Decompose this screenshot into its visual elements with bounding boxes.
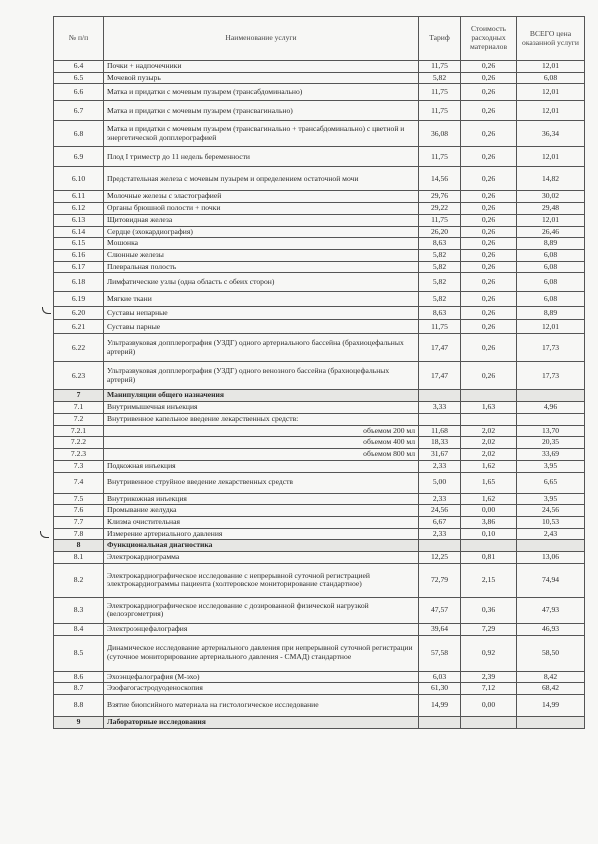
table-row	[54, 307, 585, 320]
row-materials-cost: 2,02	[461, 425, 517, 437]
row-tariff: 11,75	[419, 147, 461, 167]
row-service-name: Подкожная инъекция	[104, 460, 419, 472]
table-row	[54, 320, 585, 334]
row-number: 8.1	[54, 552, 104, 564]
row-materials-cost: 1,65	[461, 472, 517, 493]
row-total-price: 12,01	[517, 320, 585, 334]
table-row	[54, 683, 585, 695]
row-materials-cost: 0,26	[461, 191, 517, 203]
row-tariff: 5,82	[419, 261, 461, 273]
header-total-price: ВСЕГО цена оказанной услуги	[517, 17, 585, 61]
row-total-price: 29,48	[517, 203, 585, 215]
row-tariff: 2,33	[419, 528, 461, 540]
row-total-price: 8,89	[517, 307, 585, 320]
row-number: 6.15	[54, 238, 104, 250]
row-tariff: 5,00	[419, 472, 461, 493]
pen-mark	[40, 531, 49, 538]
row-total-price: 14,99	[517, 694, 585, 716]
table-row	[54, 402, 585, 414]
row-tariff: 11,75	[419, 61, 461, 73]
row-service-name: Мошонка	[104, 238, 419, 250]
row-total-price: 3,95	[517, 460, 585, 472]
row-tariff: 18,33	[419, 437, 461, 449]
row-service-name: Клизма очистительная	[104, 516, 419, 528]
row-number: 6.21	[54, 320, 104, 334]
row-number: 7.5	[54, 493, 104, 505]
row-materials-cost: 0,26	[461, 121, 517, 147]
table-row	[54, 72, 585, 84]
row-tariff: 11,68	[419, 425, 461, 437]
row-service-name: Лимфатические узлы (одна область с обеих сторон)	[104, 273, 419, 292]
row-number: 7.2.3	[54, 449, 104, 461]
table-row	[54, 460, 585, 472]
row-number: 7.8	[54, 528, 104, 540]
row-tariff: 5,82	[419, 250, 461, 262]
row-total-price: 2,43	[517, 528, 585, 540]
row-service-name: Электрокардиограмма	[104, 552, 419, 564]
table-row	[54, 334, 585, 362]
row-materials-cost: 0,26	[461, 261, 517, 273]
row-number: 8.2	[54, 563, 104, 597]
row-total-price: 13,70	[517, 425, 585, 437]
row-number: 6.7	[54, 101, 104, 121]
row-total-price: 47,93	[517, 597, 585, 623]
row-number: 6.5	[54, 72, 104, 84]
row-total-price: 12,01	[517, 84, 585, 101]
row-number: 7.2.2	[54, 437, 104, 449]
table-row	[54, 191, 585, 203]
row-tariff	[419, 413, 461, 425]
row-service-name: Лабораторные исследования	[104, 716, 419, 728]
row-materials-cost: 0,92	[461, 635, 517, 671]
row-tariff: 11,75	[419, 214, 461, 226]
row-tariff: 17,47	[419, 334, 461, 362]
row-tariff: 24,56	[419, 505, 461, 517]
table-row	[54, 250, 585, 262]
row-tariff: 47,57	[419, 597, 461, 623]
table-row	[54, 61, 585, 73]
table-row	[54, 437, 585, 449]
row-service-name: Слюнные железы	[104, 250, 419, 262]
row-service-name: Сердце (эхокардиография)	[104, 226, 419, 238]
row-materials-cost: 3,86	[461, 516, 517, 528]
row-total-price	[517, 390, 585, 402]
row-service-name: Органы брюшной полости + почки	[104, 203, 419, 215]
row-number: 8.6	[54, 671, 104, 683]
row-number: 7.4	[54, 472, 104, 493]
row-service-name: Матка и придатки с мочевым пузырем (трансвагинально + трансабдоминально) с цветной и энергетической допплерографией	[104, 121, 419, 147]
row-materials-cost	[461, 390, 517, 402]
row-service-name: Матка и придатки с мочевым пузырем (трансвагинально)	[104, 101, 419, 121]
row-tariff: 8,63	[419, 307, 461, 320]
table-row	[54, 694, 585, 716]
row-tariff: 29,22	[419, 203, 461, 215]
row-number: 7.3	[54, 460, 104, 472]
row-materials-cost: 0,26	[461, 214, 517, 226]
row-total-price: 36,34	[517, 121, 585, 147]
table-row	[54, 203, 585, 215]
row-number: 6.20	[54, 307, 104, 320]
row-tariff: 8,63	[419, 238, 461, 250]
row-tariff: 31,67	[419, 449, 461, 461]
row-number: 8.7	[54, 683, 104, 695]
row-service-name: объемом 800 мл	[104, 449, 419, 461]
row-tariff	[419, 540, 461, 552]
row-materials-cost: 0,26	[461, 147, 517, 167]
row-materials-cost: 0,00	[461, 694, 517, 716]
row-total-price	[517, 540, 585, 552]
row-total-price: 6,08	[517, 273, 585, 292]
row-service-name: Внутривенное струйное введение лекарственных средств	[104, 472, 419, 493]
row-service-name: Внутривенное капельное введение лекарственных средств:	[104, 413, 419, 425]
row-tariff: 5,82	[419, 292, 461, 307]
row-materials-cost: 0,26	[461, 226, 517, 238]
row-total-price: 17,73	[517, 362, 585, 390]
row-total-price	[517, 413, 585, 425]
header-tariff: Тариф	[419, 17, 461, 61]
row-service-name: Мочевой пузырь	[104, 72, 419, 84]
row-materials-cost: 2,02	[461, 449, 517, 461]
row-materials-cost: 0,26	[461, 307, 517, 320]
row-materials-cost: 1,63	[461, 402, 517, 414]
row-materials-cost: 7,12	[461, 683, 517, 695]
row-tariff: 11,75	[419, 101, 461, 121]
row-materials-cost: 0,10	[461, 528, 517, 540]
row-service-name: Ультразвуковая допплерография (УЗДГ) одного артериального бассейна (брахиоцефальных артерий)	[104, 334, 419, 362]
table-row	[54, 635, 585, 671]
row-materials-cost: 0,26	[461, 273, 517, 292]
row-tariff: 57,58	[419, 635, 461, 671]
row-service-name: Внутрикожная инъекция	[104, 493, 419, 505]
row-total-price: 6,08	[517, 250, 585, 262]
table-header-row	[54, 17, 585, 61]
row-number: 8.4	[54, 623, 104, 635]
row-tariff: 61,30	[419, 683, 461, 695]
row-tariff: 5,82	[419, 273, 461, 292]
row-number: 6.19	[54, 292, 104, 307]
row-materials-cost	[461, 413, 517, 425]
table-row	[54, 425, 585, 437]
row-service-name: Почки + надпочечники	[104, 61, 419, 73]
row-number: 7.2.1	[54, 425, 104, 437]
row-service-name: Щитовидная железа	[104, 214, 419, 226]
table-row	[54, 516, 585, 528]
table-row	[54, 226, 585, 238]
row-tariff: 12,25	[419, 552, 461, 564]
table-row	[54, 261, 585, 273]
row-total-price: 14,82	[517, 167, 585, 191]
row-materials-cost: 0,26	[461, 167, 517, 191]
row-tariff: 6,03	[419, 671, 461, 683]
row-materials-cost: 0,00	[461, 505, 517, 517]
row-service-name: Мягкие ткани	[104, 292, 419, 307]
row-tariff: 14,99	[419, 694, 461, 716]
row-materials-cost: 0,26	[461, 238, 517, 250]
row-tariff: 11,75	[419, 84, 461, 101]
row-materials-cost: 7,29	[461, 623, 517, 635]
row-service-name: Промывание желудка	[104, 505, 419, 517]
row-service-name: Плевральная полость	[104, 261, 419, 273]
row-materials-cost: 2,02	[461, 437, 517, 449]
row-total-price: 12,01	[517, 101, 585, 121]
row-number: 6.4	[54, 61, 104, 73]
row-materials-cost: 0,26	[461, 250, 517, 262]
row-tariff: 5,82	[419, 72, 461, 84]
row-total-price: 6,08	[517, 292, 585, 307]
row-number: 6.16	[54, 250, 104, 262]
row-materials-cost: 2,39	[461, 671, 517, 683]
row-number: 7.1	[54, 402, 104, 414]
row-service-name: объемом 400 мл	[104, 437, 419, 449]
header-service-name: Наименование услуги	[104, 17, 419, 61]
row-tariff: 2,33	[419, 460, 461, 472]
row-number: 6.9	[54, 147, 104, 167]
row-tariff: 3,33	[419, 402, 461, 414]
row-tariff: 17,47	[419, 362, 461, 390]
row-total-price: 30,02	[517, 191, 585, 203]
table-row	[54, 121, 585, 147]
section-row	[54, 716, 585, 728]
table-row	[54, 84, 585, 101]
table-row	[54, 167, 585, 191]
row-number: 6.11	[54, 191, 104, 203]
table-body	[54, 61, 585, 729]
table-row	[54, 101, 585, 121]
row-total-price: 6,65	[517, 472, 585, 493]
row-tariff: 72,79	[419, 563, 461, 597]
table-row	[54, 147, 585, 167]
row-number: 6.22	[54, 334, 104, 362]
row-total-price: 12,01	[517, 147, 585, 167]
row-materials-cost: 0,26	[461, 362, 517, 390]
table-row	[54, 505, 585, 517]
row-service-name: Электрокардиографическое исследование с дозированной физической нагрузкой (велоэргометрия)	[104, 597, 419, 623]
row-total-price: 13,06	[517, 552, 585, 564]
row-materials-cost: 1,62	[461, 460, 517, 472]
row-service-name: Электрокардиографическое исследование с непрерывной суточной регистрацией электрокардиограммы пациента (холтеровское мониторирование стандартное)	[104, 563, 419, 597]
row-tariff	[419, 390, 461, 402]
row-tariff: 2,33	[419, 493, 461, 505]
row-number: 6.13	[54, 214, 104, 226]
row-total-price: 6,08	[517, 261, 585, 273]
table-row	[54, 528, 585, 540]
row-total-price	[517, 716, 585, 728]
row-service-name: Эзофагогастродуоденоскопия	[104, 683, 419, 695]
row-total-price: 8,42	[517, 671, 585, 683]
row-tariff: 39,64	[419, 623, 461, 635]
row-total-price: 10,53	[517, 516, 585, 528]
row-service-name: Функциональная диагностика	[104, 540, 419, 552]
row-tariff: 26,20	[419, 226, 461, 238]
row-total-price: 3,95	[517, 493, 585, 505]
header-number: № п/п	[54, 17, 104, 61]
header-materials-cost: Стоимость расходных материалов	[461, 17, 517, 61]
row-number: 6.18	[54, 273, 104, 292]
row-materials-cost: 0,26	[461, 334, 517, 362]
row-total-price: 74,94	[517, 563, 585, 597]
table-row	[54, 273, 585, 292]
row-total-price: 17,73	[517, 334, 585, 362]
row-materials-cost: 0,26	[461, 61, 517, 73]
row-service-name: Динамическое исследование артериального давления при непрерывной суточной регистрации (суточное мониторирование артериального давления - СМАД) стандартное	[104, 635, 419, 671]
row-tariff	[419, 716, 461, 728]
row-service-name: объемом 200 мл	[104, 425, 419, 437]
row-number: 8.5	[54, 635, 104, 671]
row-materials-cost: 0,36	[461, 597, 517, 623]
row-number: 8.8	[54, 694, 104, 716]
row-number: 6.8	[54, 121, 104, 147]
row-materials-cost: 0,26	[461, 72, 517, 84]
table-row	[54, 623, 585, 635]
row-number: 6.6	[54, 84, 104, 101]
table-row	[54, 362, 585, 390]
table-row	[54, 413, 585, 425]
row-total-price: 33,69	[517, 449, 585, 461]
row-tariff: 36,08	[419, 121, 461, 147]
row-materials-cost: 0,26	[461, 101, 517, 121]
row-service-name: Суставы непарные	[104, 307, 419, 320]
section-row	[54, 540, 585, 552]
row-total-price: 4,96	[517, 402, 585, 414]
row-number: 6.14	[54, 226, 104, 238]
row-number: 7	[54, 390, 104, 402]
table-row	[54, 238, 585, 250]
row-number: 6.12	[54, 203, 104, 215]
row-materials-cost: 0,81	[461, 552, 517, 564]
table-row	[54, 493, 585, 505]
row-number: 6.17	[54, 261, 104, 273]
row-service-name: Предстательная железа с мочевым пузырем и определением остаточной мочи	[104, 167, 419, 191]
row-number: 8.3	[54, 597, 104, 623]
row-tariff: 6,67	[419, 516, 461, 528]
row-number: 6.10	[54, 167, 104, 191]
row-service-name: Электроэнцефалография	[104, 623, 419, 635]
row-materials-cost: 0,26	[461, 84, 517, 101]
table-row	[54, 597, 585, 623]
table-row	[54, 292, 585, 307]
row-service-name: Измерение артериального давления	[104, 528, 419, 540]
row-service-name: Плод I триместр до 11 недель беременности	[104, 147, 419, 167]
row-tariff: 29,76	[419, 191, 461, 203]
row-service-name: Ультразвуковая допплерография (УЗДГ) одного венозного бассейна (брахиоцефальных артерий)	[104, 362, 419, 390]
row-total-price: 68,42	[517, 683, 585, 695]
row-total-price: 46,93	[517, 623, 585, 635]
row-total-price: 12,01	[517, 214, 585, 226]
row-service-name: Эхоэнцефалография (М-эхо)	[104, 671, 419, 683]
row-materials-cost: 0,26	[461, 292, 517, 307]
section-row	[54, 390, 585, 402]
row-service-name: Взятие биопсийного материала на гистологическое исследование	[104, 694, 419, 716]
row-total-price: 8,89	[517, 238, 585, 250]
table-row	[54, 214, 585, 226]
row-service-name: Молочные железы с эластографией	[104, 191, 419, 203]
price-table	[53, 16, 585, 729]
row-total-price: 20,35	[517, 437, 585, 449]
row-number: 7.6	[54, 505, 104, 517]
row-materials-cost: 0,26	[461, 320, 517, 334]
row-number: 8	[54, 540, 104, 552]
row-total-price: 6,08	[517, 72, 585, 84]
row-total-price: 12,01	[517, 61, 585, 73]
row-total-price: 24,56	[517, 505, 585, 517]
table-row	[54, 671, 585, 683]
row-number: 6.23	[54, 362, 104, 390]
row-materials-cost: 0,26	[461, 203, 517, 215]
row-number: 7.7	[54, 516, 104, 528]
row-service-name: Манипуляции общего назначения	[104, 390, 419, 402]
row-service-name: Матка и придатки с мочевым пузырем (трансабдоминально)	[104, 84, 419, 101]
row-tariff: 11,75	[419, 320, 461, 334]
row-materials-cost	[461, 540, 517, 552]
row-service-name: Суставы парные	[104, 320, 419, 334]
row-tariff: 14,56	[419, 167, 461, 191]
row-materials-cost	[461, 716, 517, 728]
table-row	[54, 563, 585, 597]
table-row	[54, 449, 585, 461]
row-total-price: 58,50	[517, 635, 585, 671]
table-row	[54, 472, 585, 493]
row-service-name: Внутримышечная инъекция	[104, 402, 419, 414]
row-number: 7.2	[54, 413, 104, 425]
pen-mark	[42, 307, 51, 314]
table-row	[54, 552, 585, 564]
row-materials-cost: 1,62	[461, 493, 517, 505]
row-number: 9	[54, 716, 104, 728]
row-materials-cost: 2,15	[461, 563, 517, 597]
row-total-price: 26,46	[517, 226, 585, 238]
